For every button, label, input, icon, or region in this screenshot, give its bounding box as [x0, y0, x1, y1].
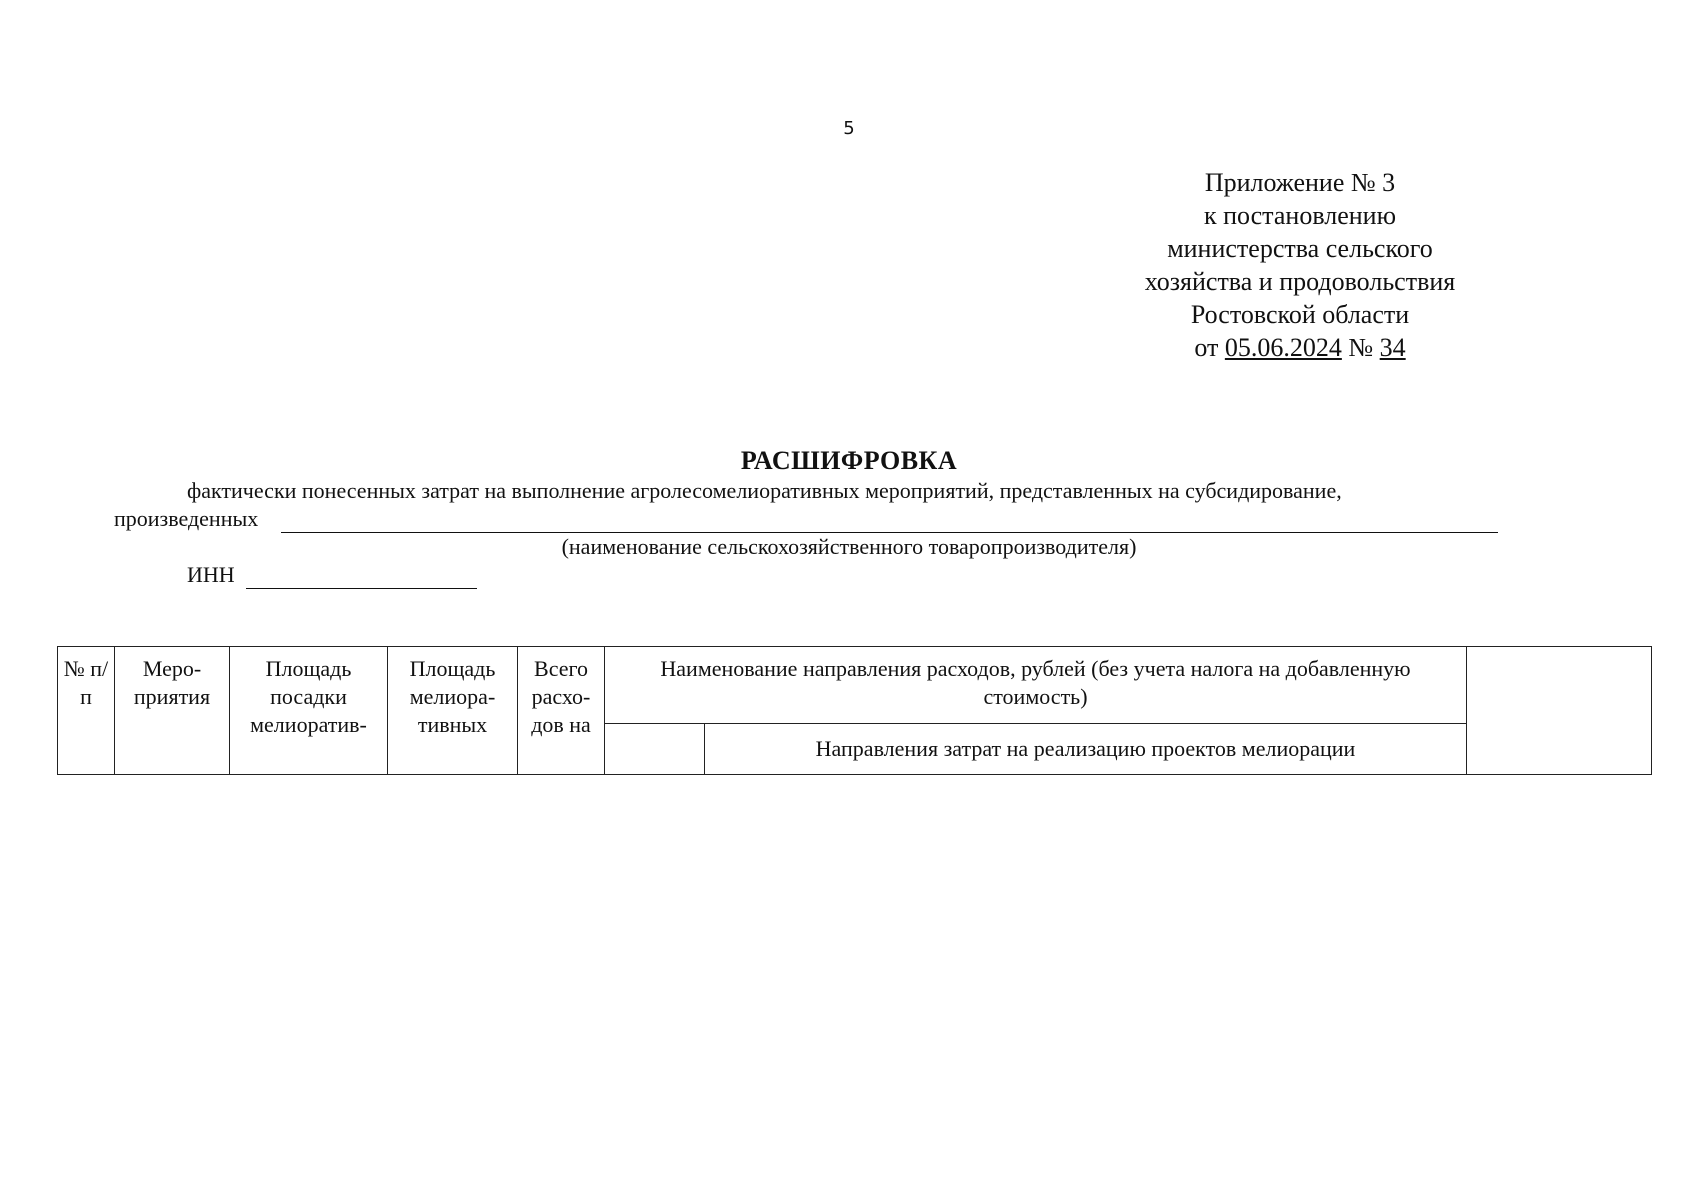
- header-cell-total-expenses: Всего расхо-дов на: [518, 647, 605, 775]
- appendix-line: Приложение № 3: [1204, 168, 1396, 197]
- resolution-date: 05.06.2024: [1224, 333, 1342, 362]
- appendix-line: министерства сельского: [1167, 234, 1433, 263]
- appendix-line: Ростовской области: [1190, 300, 1410, 329]
- inn-blank: [246, 588, 477, 589]
- appendix-header: [1100, 166, 1500, 364]
- header-cell-last: [1467, 647, 1652, 775]
- producer-name-blank: [281, 532, 1498, 533]
- appendix-line: хозяйства и продовольствия: [1144, 267, 1456, 296]
- subheader-cell-directions: Направления затрат на реализацию проектов мелиорации: [705, 724, 1467, 775]
- expenses-table: [57, 646, 1652, 775]
- appendix-date-line: [1100, 331, 1500, 364]
- header-cell-reclamation-area: Площадь мелиора-тивных: [388, 647, 518, 775]
- subheader-cell-empty: [605, 724, 705, 775]
- document-title: РАСШИФРОВКА: [740, 446, 958, 475]
- date-prefix: от: [1194, 333, 1225, 362]
- header-cell-planting-area: Площадь посадки мелиоратив-: [230, 647, 388, 775]
- header-cell-expense-directions: Наименование направления расходов, рублей (без учета налога на добавленную стоимость): [605, 647, 1467, 724]
- number-prefix: №: [1341, 333, 1380, 362]
- header-cell-number: № п/п: [58, 647, 115, 775]
- producer-hint: (наименование сельскохозяйственного товаропроизводителя): [561, 534, 1137, 559]
- appendix-line: к постановлению: [1203, 201, 1397, 230]
- subtitle-produced-label: произведенных: [114, 506, 259, 531]
- inn-label: ИНН: [187, 562, 235, 587]
- page-number: 5: [843, 118, 855, 139]
- resolution-number: 34: [1379, 333, 1406, 362]
- header-cell-measures: Меро-приятия: [115, 647, 230, 775]
- subtitle-line: фактически понесенных затрат на выполнение агролесомелиоративных мероприятий, представленных на субсидирование,: [187, 478, 1342, 503]
